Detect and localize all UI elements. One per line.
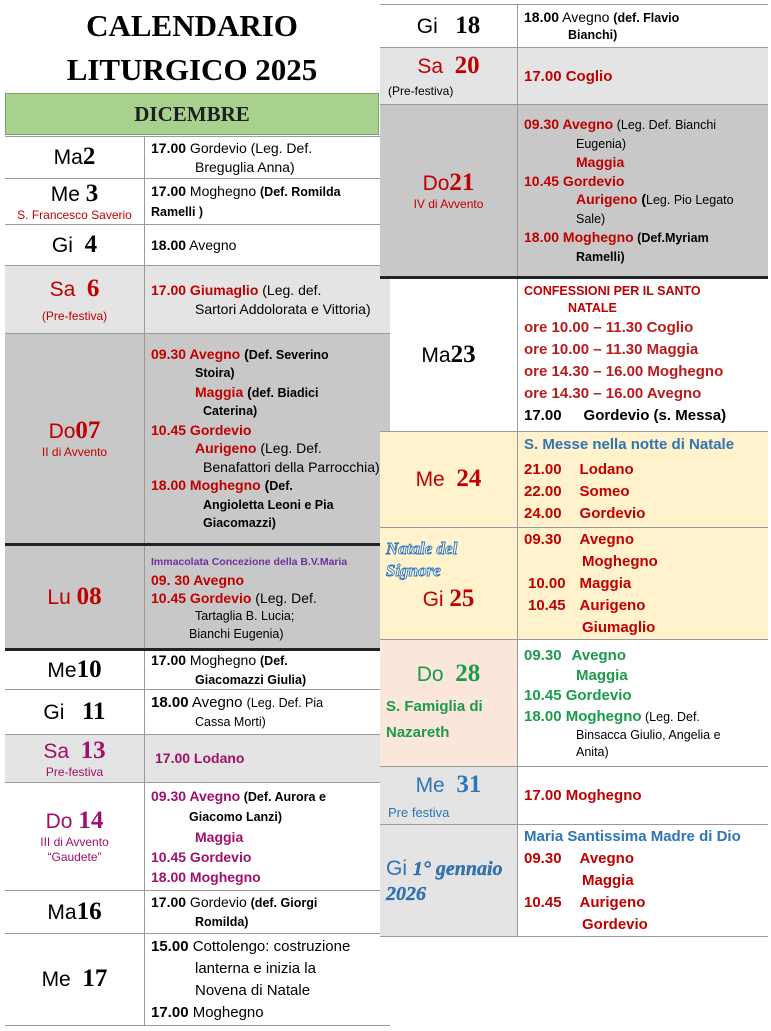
day-cell [380,640,518,766]
intention: (Def. [260,653,288,668]
intention: Eugenia) [576,136,627,151]
intention: (def. Giorgi [250,895,318,910]
events-cell [518,528,768,639]
time-place: 17.00 Coglio [524,67,613,85]
place: Maggia [576,154,625,170]
pre-festiva-label: (Pre-festiva) [41,308,108,323]
intention: Def. Severino [248,347,329,362]
intention: Anita) [576,744,609,759]
time: 17.00 [151,893,187,910]
day-number: 2 [82,143,96,170]
time: 24.00 [524,505,562,522]
place: Maggia [195,829,244,845]
day-number: 4 [84,230,98,258]
day-number: 20 [454,52,480,79]
day-cell [5,137,145,178]
place: Gordevio [582,915,648,933]
day-number: 08 [76,583,102,610]
intention: (Leg. Def. [256,440,322,456]
paren: ( [637,191,647,207]
day-number: 6 [86,274,100,302]
events-cell [145,546,390,649]
day-number: 18 [455,11,481,39]
christmas-title: Signore [386,561,441,580]
intention: Cassa Morti) [195,714,266,729]
events-cell [145,137,390,178]
intention: (def. Flavio [613,10,680,25]
events-cell [145,651,390,689]
weekday: Do [422,171,450,195]
intention: (Leg. Def. Bianchi [613,118,717,132]
day-row-21 [380,105,768,277]
day-row-2 [5,136,390,179]
events-cell [518,640,768,766]
events-cell [518,279,768,431]
time: 17.00 [151,651,187,668]
year-label: 2026 [386,882,426,905]
day-row-20 [380,48,768,105]
weekday: Sa [417,55,443,78]
intention: Giacomo Lanzi) [189,810,283,824]
intention: (Leg. Def. [641,709,700,724]
sunday-label: III di Avvento [40,835,109,849]
day-row-8 [5,543,390,650]
time-place: 09.30 Avegno [151,788,241,804]
time-place: 09.30 Avegno [524,116,614,132]
day-cell [5,651,145,689]
day-cell [5,891,145,933]
day-row-25 [380,528,768,640]
day-row-jan-1 [380,825,768,937]
day-number: 28 [455,659,481,687]
day-row-24 [380,432,768,528]
place: Aurigeno [579,893,646,911]
day-cell [380,432,518,527]
place: Maggia [582,871,634,889]
day-row-17 [5,934,390,1026]
day-row-13 [5,735,390,783]
day-row-16 [5,891,390,934]
events-cell [145,179,390,224]
weekday: Do [48,419,76,443]
intention: (Def. Romilda [260,184,341,199]
place: Gordevio [579,505,646,522]
weekday: Me [415,773,445,797]
place: Maggia [579,574,632,592]
time-place: 10.45 Gordevio [151,421,252,438]
weekday: Gi [43,700,65,724]
confession-slot: ore 10.00 – 11.30 Coglio [524,319,694,336]
place: Aurigeno [576,191,638,207]
events-cell [145,934,390,1025]
time-place: 10.45 Gordevio [524,686,632,704]
day-number: 25 [449,585,475,612]
day-number: 1° gennaio [412,857,503,880]
day-number: 24 [456,465,482,492]
day-row-4 [5,225,390,266]
time-place: 10.45 Gordevio [151,589,252,606]
place: Gordevio [186,893,251,910]
weekday: Gi [416,14,438,38]
day-number: 11 [81,697,106,725]
time: 10.00 [528,574,566,592]
intention: Giacomazzi Giulia) [195,672,307,687]
place: Avegno [186,236,237,253]
day-number: 21 [449,168,475,196]
intention: Angioletta Leoni e Pia [203,497,334,512]
events-cell [518,825,768,936]
day-cell [5,225,145,265]
day-cell [380,767,518,824]
day-row-18 [380,4,768,48]
events-cell [145,891,390,933]
intention: Def. [269,479,293,493]
weekday: Lu [47,586,71,609]
events-cell [145,334,390,543]
weekday: Do [45,810,73,833]
time-place: 10.45 Gordevio [524,172,625,189]
time-place: 17.00 Lodano [155,750,245,766]
note: Cottolengo: costruzione [188,937,351,955]
pre-festiva-label: Pre-festiva [45,764,104,779]
time: 09.30 [524,646,562,664]
weekday: Sa [49,277,76,301]
place: Moghegno [582,552,658,570]
place: Someo [579,483,630,500]
place: Aurigeno [195,440,257,456]
weekday: Gi [51,233,73,257]
day-row-31 [380,767,768,825]
events-cell [145,690,390,734]
intention: Benafattori della Parrocchia) [203,458,380,475]
time: 18.00 [151,693,189,711]
events-cell [145,225,390,265]
day-cell [5,934,145,1025]
events-cell [145,735,390,782]
time: 17.00 [151,1003,189,1021]
intention: (Leg. Def. Pia [246,695,324,710]
night-masses-heading: S. Messe nella notte di Natale [524,436,735,453]
time-place: 18.00 Moghegno [524,229,634,245]
day-number: 23 [450,340,476,368]
intention: (Leg. Def. [251,589,317,606]
time-place: 09.30 Avegno [151,345,241,362]
pre-festiva-label: Pre festiva [388,804,450,820]
place: Maggia [576,666,628,684]
time: 09.30 [524,530,562,548]
weekday: Ma [47,900,77,924]
day-row-14 [5,783,390,891]
day-cell [5,783,145,890]
intention: Giacomazzi) [203,516,276,530]
feast-label: S. Famiglia di [386,697,483,715]
events-cell [518,48,768,104]
time: 17.00 [151,139,187,156]
day-number: 16 [76,897,102,925]
intention: (Def. Aurora e [240,790,326,804]
time-place: 10.45 Gordevio [151,849,252,865]
intention: Caterina) [203,404,258,418]
pre-festiva-label: (Pre-festiva) [388,84,454,98]
confession-slot: ore 14.30 – 16.00 Avegno [524,385,702,402]
intention: Leg. Def. [255,139,313,156]
confession-slot: ore 10.00 – 11.30 Maggia [524,341,699,358]
weekday: Ma [53,146,83,169]
time: 22.00 [524,483,562,500]
note: Novena di Natale [195,981,311,999]
feast-label: Immacolata Concezione della B.V.Maria [151,555,348,568]
place: Avegno [579,530,634,548]
day-row-6 [5,266,390,334]
day-cell [5,546,145,649]
day-number: 17 [82,965,108,992]
day-cell [5,179,145,224]
time-place: 17.00 Moghegno [524,787,642,804]
christmas-title: Natale del [386,539,458,558]
note: lanterna e inizia la [195,959,316,977]
intention: Leg. Pio Legato [646,193,734,207]
paren: ( [240,345,249,362]
day-row-3 [5,179,390,225]
weekday: Gi [386,856,407,880]
weekday: Me [415,468,445,491]
place: Lodano [579,461,634,478]
events-cell [518,432,768,527]
day-number: 14 [78,807,104,834]
sunday-label: II di Avvento [41,444,108,459]
intention: Sartori Addolorata e Vittoria) [195,300,371,317]
day-cell [380,528,518,639]
intention: Stoira) [195,366,235,380]
time: 18.00 [151,236,187,253]
time: 10.45 [524,893,562,911]
intention: Sale) [576,211,606,226]
day-row-11 [5,690,390,735]
intention: (Def.Myriam [633,231,709,245]
place: Avegno [559,8,614,25]
events-cell [518,5,768,47]
day-number: 10 [76,655,102,683]
day-row-28 [380,640,768,767]
weekday: Gi [422,588,444,611]
place: Giumaglio [582,618,656,636]
time: 10.45 [528,596,566,614]
title-line-2: LITURGICO 2025 [66,52,318,87]
intention: Ramelli) [576,249,625,264]
title-line-1: CALENDARIO [86,8,298,43]
time: 21.00 [524,461,562,478]
intention: Bianchi Eugenia) [189,626,284,641]
day-row-7 [5,334,390,544]
place: Maggia [195,383,244,400]
time-place: 09. 30 Avegno [151,571,245,588]
time: 15.00 [151,937,189,955]
intention: Bianchi) [568,27,618,42]
day-cell [380,825,518,936]
paren: ( [243,383,252,400]
place: Aurigeno [579,596,646,614]
feast-label: Maria Santissima Madre di Dio [524,827,741,845]
day-cell [5,334,145,543]
day-cell [380,48,518,104]
place: Moghegno [188,1003,264,1021]
place: Avegno [579,849,634,867]
day-number: 3 [85,179,99,207]
day-cell [5,266,145,333]
day-cell [5,735,145,782]
time-place: 18.00 Moghegno [151,477,261,493]
intention: Breguglia Anna) [195,158,295,175]
place: Moghegno [186,182,260,199]
events-cell [145,266,390,333]
intention: Tartaglia B. Lucia; [195,608,295,623]
time-place: 18.00 Moghegno [151,869,261,885]
weekday: Me [47,658,77,682]
intention: Romilda) [195,914,249,929]
day-row-23 [380,276,768,432]
place: Gordevio (s. Messa) [583,407,727,424]
events-cell [518,767,768,824]
time: 09.30 [524,849,562,867]
sunday-label: IV di Avvento [413,196,484,211]
day-cell [5,690,145,734]
time-place: 18.00 Moghegno [524,707,642,725]
day-number: 13 [80,736,106,764]
time-place: 17.00 Giumaglio [151,281,259,298]
place: Avegno [188,693,247,711]
weekday: Ma [421,343,451,367]
intention: def. Biadici [251,385,319,400]
place: Gordevio ( [186,139,256,156]
saint-label: S. Francesco Saverio [17,207,132,222]
confessions-heading: CONFESSIONI PER IL SANTO [524,284,701,298]
paren: ( [260,477,270,493]
day-cell [380,105,518,276]
weekday: Sa [43,739,69,763]
day-row-10 [5,648,390,690]
day-number: 31 [456,770,482,798]
confessions-heading: NATALE [568,301,617,315]
intention: Ramelli ) [151,204,204,219]
day-cell [380,279,518,431]
time: 18.00 [524,8,560,25]
weekday: Me [41,968,71,991]
time: 17.00 [151,182,187,199]
weekday: Me [50,182,80,206]
events-cell [145,783,390,890]
intention: (Leg. def. [258,281,322,298]
weekday: Do [416,662,444,686]
time: 17.00 [524,407,562,424]
confession-slot: ore 14.30 – 16.00 Moghegno [524,363,724,380]
events-cell [518,105,768,276]
day-cell [380,5,518,47]
place: Moghegno [186,651,260,668]
intention: Binsacca Giulio, Angelia e [576,727,721,742]
month-header: DICEMBRE [5,93,379,135]
place: Avegno [571,646,626,664]
page-title [4,4,380,92]
feast-label: Nazareth [386,723,450,741]
day-number: 07 [75,416,101,444]
sunday-label: “Gaudete” [47,850,102,864]
